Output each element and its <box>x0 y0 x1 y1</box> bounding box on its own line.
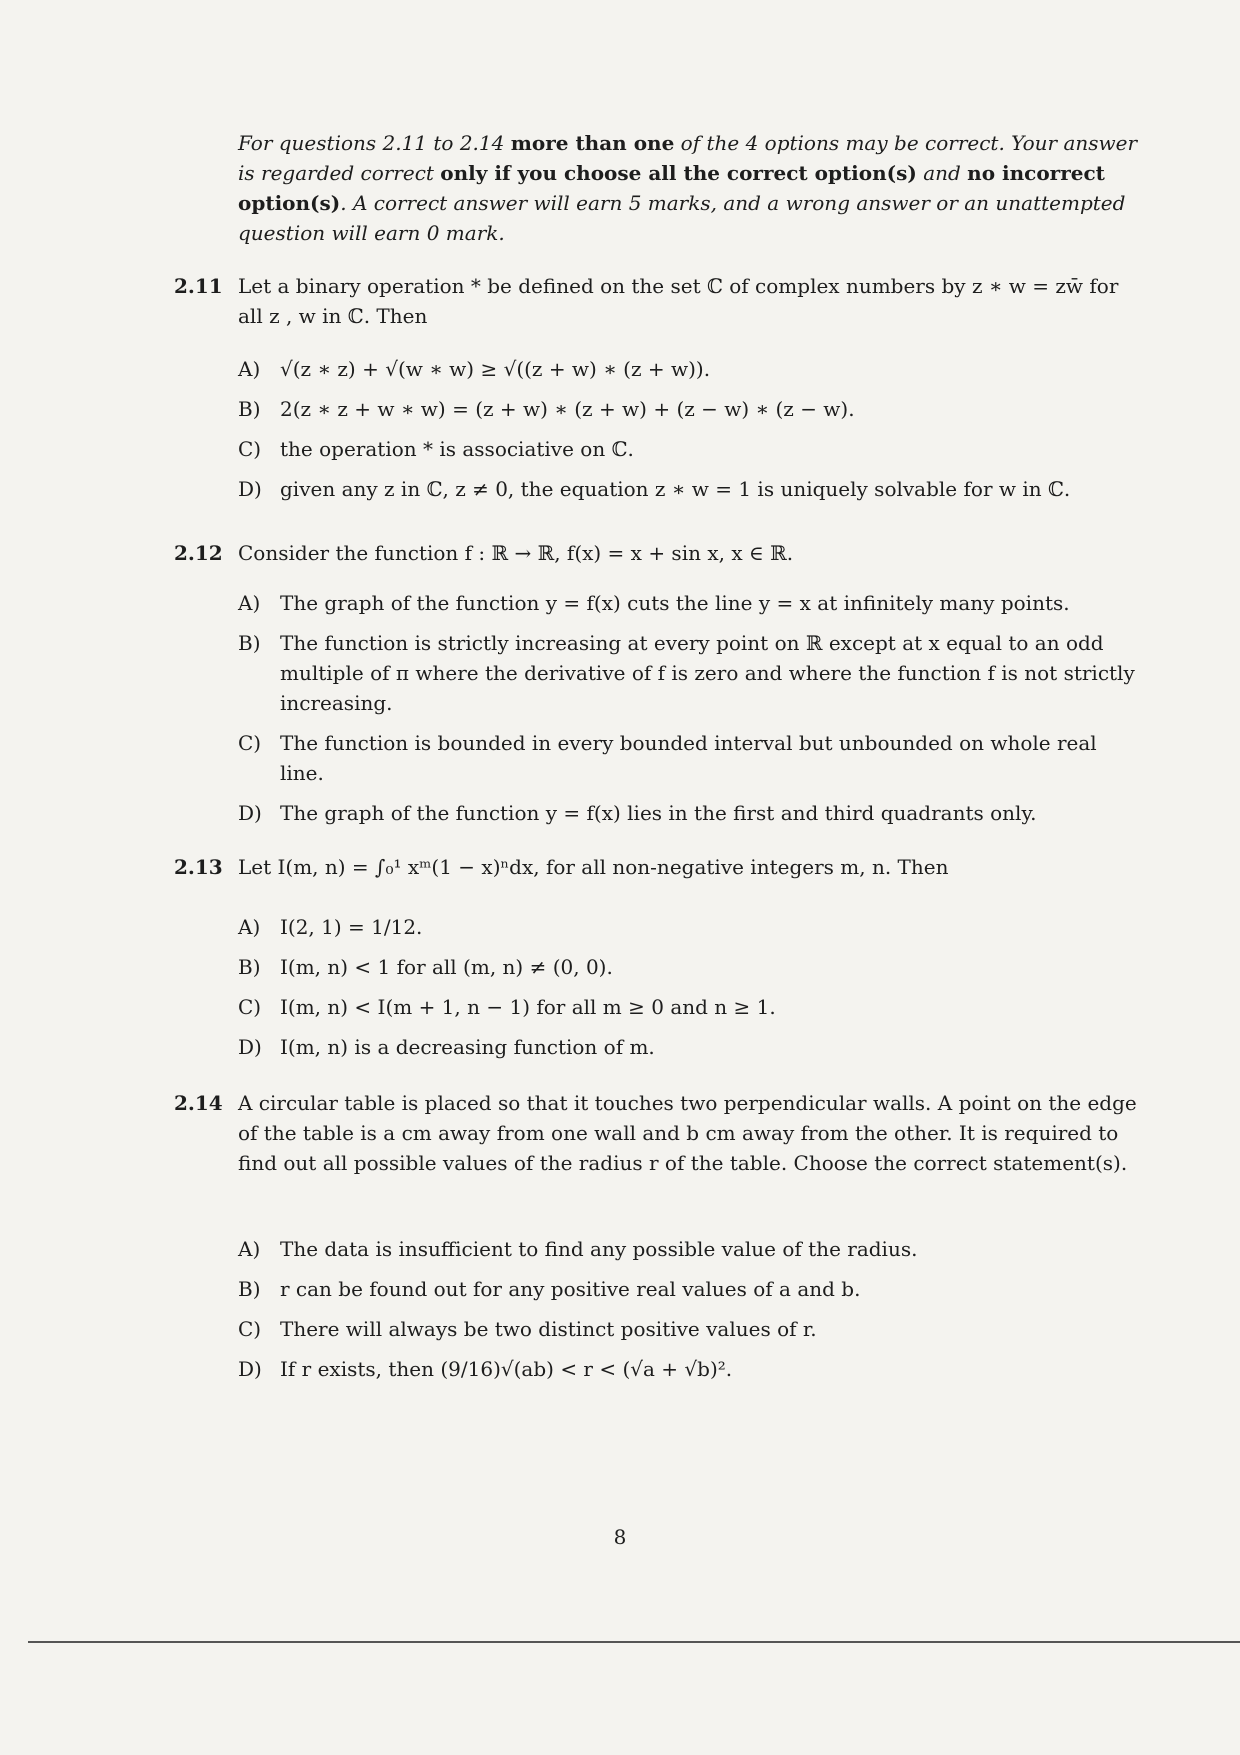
option-label: D) <box>238 801 262 825</box>
option-label: D) <box>238 1357 262 1381</box>
option-text: I(2, 1) = 1/12. <box>280 915 423 939</box>
option-text: given any z in ℂ, z ≠ 0, the equation z ∗ w = 1 is uniquely solvable for w in ℂ. <box>280 477 1071 501</box>
question-2-13 <box>174 852 1144 882</box>
option-text: The function is bounded in every bounded interval but unbounded on whole real line. <box>280 731 1097 785</box>
option-label: B) <box>238 955 261 979</box>
instructions-text-4: . A correct answer will earn 5 marks, and a wrong answer or an unattempted question will earn 0 mark. <box>238 191 1126 245</box>
option-text: If r exists, then (9/16)√(ab) < r < (√a + √b)². <box>280 1357 733 1381</box>
option-b <box>238 952 1144 982</box>
instructions <box>238 128 1138 248</box>
option-label: D) <box>238 1035 262 1059</box>
option-text: The data is insufficient to find any possible value of the radius. <box>280 1237 918 1261</box>
option-text: I(m, n) < 1 for all (m, n) ≠ (0, 0). <box>280 955 613 979</box>
option-text: I(m, n) < I(m + 1, n − 1) for all m ≥ 0 and n ≥ 1. <box>280 995 776 1019</box>
option-d <box>238 1354 1144 1384</box>
option-a <box>238 588 1144 618</box>
option-c <box>238 992 1144 1022</box>
question-number: 2.13 <box>174 855 223 879</box>
page-number: 8 <box>613 1525 627 1549</box>
instructions-text-1: For questions 2.11 to 2.14 <box>238 131 511 155</box>
option-label: C) <box>238 437 262 461</box>
option-label: A) <box>238 591 261 615</box>
instructions-bold-1: more than one <box>510 131 675 155</box>
option-a <box>238 354 1144 384</box>
instructions-bold-3: no incorrect option(s) <box>238 161 1105 215</box>
question-text: Consider the function f : ℝ → ℝ, f(x) = x + sin x, x ∈ ℝ. <box>238 541 794 565</box>
option-label: A) <box>238 1237 261 1261</box>
question-2-12 <box>174 538 1144 568</box>
option-d <box>238 474 1144 504</box>
option-b <box>238 628 1144 718</box>
question-text: Let I(m, n) = ∫₀¹ xᵐ(1 − x)ⁿdx, for all non-negative integers m, n. Then <box>238 855 949 879</box>
instructions-bold-2: only if you choose all the correct option(s) <box>440 161 917 185</box>
option-text: r can be found out for any positive real values of a and b. <box>280 1277 861 1301</box>
option-c <box>238 434 1144 464</box>
option-text: There will always be two distinct positive values of r. <box>280 1317 817 1341</box>
option-label: C) <box>238 1317 262 1341</box>
option-b <box>238 1274 1144 1304</box>
option-label: B) <box>238 1277 261 1301</box>
option-text: The graph of the function y = f(x) cuts the line y = x at infinitely many points. <box>280 591 1070 615</box>
option-text: The graph of the function y = f(x) lies in the first and third quadrants only. <box>280 801 1037 825</box>
instructions-text-2: of the 4 options may be correct. Your answer is regarded correct <box>238 131 1138 185</box>
option-label: C) <box>238 731 262 755</box>
instructions-text-3: and <box>916 161 968 185</box>
option-a <box>238 1234 1144 1264</box>
question-number: 2.12 <box>174 541 223 565</box>
option-label: D) <box>238 477 262 501</box>
option-c <box>238 1314 1144 1344</box>
option-text: The function is strictly increasing at every point on ℝ except at x equal to an odd multiple of π where the derivative of f is zero and where the function f is not strictly increasing. <box>280 631 1135 715</box>
option-label: B) <box>238 397 261 421</box>
question-number: 2.14 <box>174 1091 223 1115</box>
question-2-14 <box>174 1088 1144 1178</box>
option-text: I(m, n) is a decreasing function of m. <box>280 1035 655 1059</box>
option-text: the operation * is associative on ℂ. <box>280 437 634 461</box>
question-text: A circular table is placed so that it touches two perpendicular walls. A point on the edge of the table is a cm away from one wall and b cm away from the other. It is required to find out all possible values of the radius r of the table. Choose the correct statement(s). <box>238 1091 1137 1175</box>
option-b <box>238 394 1144 424</box>
option-text: 2(z ∗ z + w ∗ w) = (z + w) ∗ (z + w) + (z − w) ∗ (z − w). <box>280 397 855 421</box>
option-label: A) <box>238 357 261 381</box>
option-c <box>238 728 1144 788</box>
option-d <box>238 798 1144 828</box>
option-text: √(z ∗ z) + √(w ∗ w) ≥ √((z + w) ∗ (z + w)). <box>280 357 711 381</box>
option-label: C) <box>238 995 262 1019</box>
option-d <box>238 1032 1144 1062</box>
option-a <box>238 912 1144 942</box>
option-label: B) <box>238 631 261 655</box>
bottom-rule <box>28 1641 1240 1643</box>
option-label: A) <box>238 915 261 939</box>
question-2-11 <box>174 271 1144 331</box>
question-number: 2.11 <box>174 274 223 298</box>
question-text: Let a binary operation * be defined on the set ℂ of complex numbers by z ∗ w = zw̄ for all z , w in ℂ. Then <box>238 274 1119 328</box>
